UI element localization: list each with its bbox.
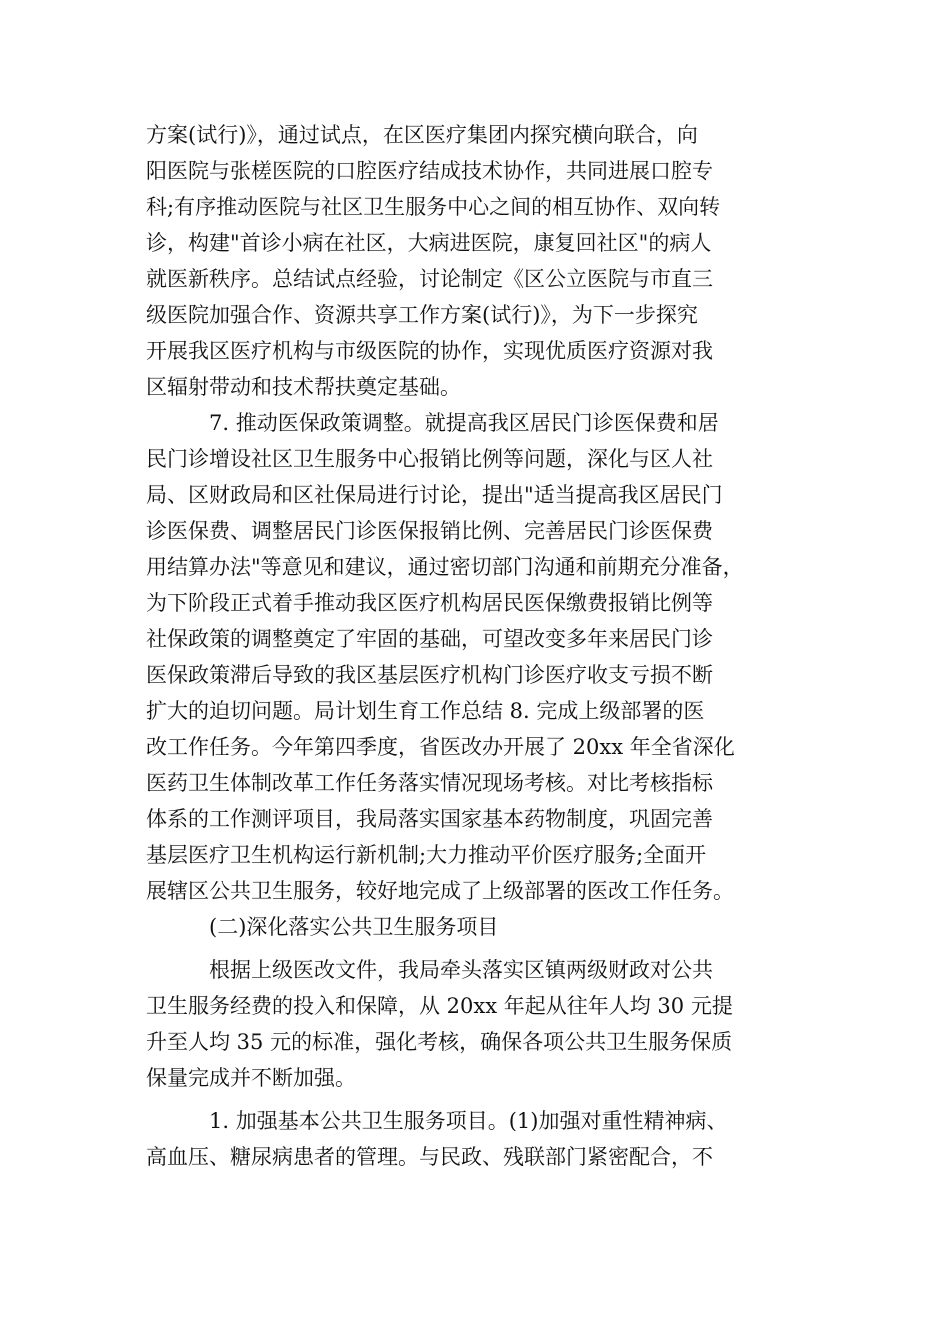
text-line: 扩大的迫切问题。局计划生育工作总结 8. 完成上级部署的医 (146, 699, 705, 723)
text-line: 用结算办法"等意见和建议，通过密切部门沟通和前期充分准备， (146, 555, 744, 579)
text-line: 区辐射带动和技术帮扶奠定基础。 (146, 375, 461, 399)
text-line: 高血压、糖尿病患者的管理。与民政、残联部门紧密配合，不 (146, 1145, 713, 1169)
text-line: 保量完成并不断加强。 (146, 1066, 356, 1090)
section-heading: (二)深化落实公共卫生服务项目 (146, 915, 499, 939)
text-line: 基层医疗卫生机构运行新机制;大力推动平价医疗服务;全面开 (146, 843, 707, 867)
text-line: 局、区财政局和区社保局进行讨论，提出"适当提高我区居民门 (146, 483, 723, 507)
text-line: 方案(试行)》，通过试点，在区医疗集团内探究横向联合，向 (146, 123, 698, 147)
text-line: 体系的工作测评项目，我局落实国家基本药物制度，巩固完善 (146, 807, 713, 831)
text-line: 诊医保费、调整居民门诊医保报销比例、完善居民门诊医保费 (146, 519, 713, 543)
text-line: 就医新秩序。总结试点经验，讨论制定《区公立医院与市直三 (146, 267, 713, 291)
text-line: 阳医院与张槎医院的口腔医疗结成技术协作，共同进展口腔专 (146, 159, 713, 183)
text-line: 为下阶段正式着手推动我区医疗机构居民医保缴费报销比例等 (146, 591, 713, 615)
paragraph-start-line: 根据上级医改文件，我局牵头落实区镇两级财政对公共 (146, 958, 713, 982)
paragraph-start-line: 7. 推动医保政策调整。就提高我区居民门诊医保费和居 (146, 411, 719, 435)
text-line: 升至人均 35 元的标准，强化考核，确保各项公共卫生服务保质 (146, 1030, 733, 1054)
text-line: 改工作任务。今年第四季度，省医改办开展了 20xx 年全省深化 (146, 735, 735, 759)
document-body (146, 117, 816, 1175)
text-line: 民门诊增设社区卫生服务中心报销比例等问题，深化与区人社 (146, 447, 713, 471)
text-line: 科;有序推动医院与社区卫生服务中心之间的相互协作、双向转 (146, 195, 721, 219)
text-line: 医药卫生体制改革工作任务落实情况现场考核。对比考核指标 (146, 771, 713, 795)
text-line: 卫生服务经费的投入和保障，从 20xx 年起从往年人均 30 元提 (146, 994, 733, 1018)
text-line: 展辖区公共卫生服务，较好地完成了上级部署的医改工作任务。 (146, 879, 734, 903)
text-line: 诊，构建"首诊小病在社区，大病进医院，康复回社区"的病人 (146, 231, 712, 255)
text-line: 医保政策滞后导致的我区基层医疗机构门诊医疗收支亏损不断 (146, 663, 713, 687)
text-line: 社保政策的调整奠定了牢固的基础，可望改变多年来居民门诊 (146, 627, 713, 651)
paragraph-start-line: 1. 加强基本公共卫生服务项目。(1)加强对重性精神病、 (146, 1109, 728, 1133)
text-line: 开展我区医疗机构与市级医院的协作，实现优质医疗资源对我 (146, 339, 713, 363)
text-line: 级医院加强合作、资源共享工作方案(试行)》，为下一步探究 (146, 303, 698, 327)
